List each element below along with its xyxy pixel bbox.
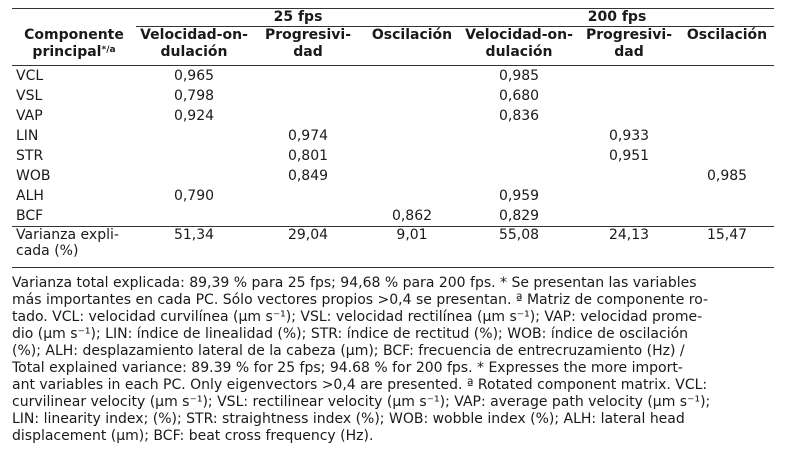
row-label: VCL bbox=[16, 68, 44, 84]
variance-cell: 29,04 bbox=[252, 227, 364, 268]
row-label: LIN bbox=[16, 128, 39, 144]
col-header bbox=[364, 27, 460, 66]
table-cell bbox=[578, 86, 680, 106]
table-cell: 0,933 bbox=[608, 128, 650, 144]
table-cell: 0,680 bbox=[498, 88, 540, 104]
footnote-line: ant variables in each PC. Only eigenvectors >0,4 are presented. ª Rotated component matrix. VCL: bbox=[12, 377, 708, 393]
variance-cell: 24,13 bbox=[578, 227, 680, 268]
table-cell bbox=[364, 186, 460, 206]
table-cell bbox=[460, 166, 578, 186]
table-row bbox=[12, 106, 774, 126]
table-cell: 0,985 bbox=[706, 168, 748, 184]
table-cell: 0,836 bbox=[498, 108, 540, 124]
col-header-line2: dulación bbox=[485, 44, 553, 60]
row-label: WOB bbox=[16, 168, 51, 184]
table-row bbox=[12, 186, 774, 206]
component-header-sup: */a bbox=[101, 44, 116, 55]
col-header-line1: Velocidad-on- bbox=[465, 27, 573, 43]
col-header-line2: dulación bbox=[160, 44, 228, 60]
group-header-200fps: 200 fps bbox=[460, 9, 774, 27]
table-cell bbox=[680, 206, 774, 227]
col-header-line1: Progresivi- bbox=[264, 27, 352, 43]
table-cell bbox=[578, 206, 680, 227]
table-cell bbox=[364, 126, 460, 146]
table-cell: 0,951 bbox=[608, 148, 650, 164]
col-header bbox=[136, 27, 252, 66]
table-cell: 0,801 bbox=[287, 148, 329, 164]
col-header-line2: dad bbox=[614, 44, 644, 60]
variance-cell: 51,34 bbox=[136, 227, 252, 268]
table-cell: 0,790 bbox=[173, 188, 215, 204]
table-row bbox=[12, 206, 774, 227]
footnote-line: más importantes en cada PC. Sólo vectores propios >0,4 se presentan. ª Matriz de componente ro- bbox=[12, 292, 709, 308]
table-cell bbox=[252, 206, 364, 227]
table-cell bbox=[680, 66, 774, 87]
table-cell bbox=[578, 186, 680, 206]
table-cell bbox=[252, 86, 364, 106]
footnote-line: (%); ALH: desplazamiento lateral de la cabeza (μm); BCF: frecuencia de entrecruzamiento (Hz) / bbox=[12, 343, 685, 359]
table-row bbox=[12, 86, 774, 106]
row-label: ALH bbox=[16, 188, 44, 204]
table-cell bbox=[252, 66, 364, 87]
table-cell bbox=[680, 146, 774, 166]
table-cell bbox=[364, 66, 460, 87]
row-label: VAP bbox=[16, 108, 43, 124]
footnote-line: Total explained variance: 89.39 % for 25 fps; 94.68 % for 200 fps. * Expresses the more import- bbox=[12, 360, 683, 376]
footnote-line: displacement (μm); BCF: beat cross frequency (Hz). bbox=[12, 428, 374, 444]
table-cell bbox=[364, 86, 460, 106]
table-body bbox=[12, 66, 774, 268]
table-row bbox=[12, 166, 774, 186]
table-cell bbox=[680, 86, 774, 106]
col-header bbox=[578, 27, 680, 66]
table-cell bbox=[680, 106, 774, 126]
table-cell: 0,965 bbox=[173, 68, 215, 84]
variance-label-line2: cada (%) bbox=[16, 243, 79, 259]
footnote-line: dio (μm s⁻¹); LIN: índice de linealidad (%); STR: índice de rectitud (%); WOB: índice de oscilación bbox=[12, 326, 689, 342]
row-label: VSL bbox=[16, 88, 43, 104]
table-cell bbox=[578, 66, 680, 87]
table-cell bbox=[364, 106, 460, 126]
table-row bbox=[12, 126, 774, 146]
col-header bbox=[252, 27, 364, 66]
table-cell: 0,985 bbox=[498, 68, 540, 84]
footnote-line: Varianza total explicada: 89,39 % para 25 fps; 94,68 % para 200 fps. * Se presentan las variables bbox=[12, 275, 697, 291]
component-header-line2: principal bbox=[32, 43, 102, 60]
table-cell: 0,959 bbox=[498, 188, 540, 204]
component-header-line1: Componente bbox=[24, 26, 124, 43]
group-header-25fps: 25 fps bbox=[136, 9, 460, 27]
variance-row bbox=[12, 227, 774, 268]
variance-cell: 9,01 bbox=[364, 227, 460, 268]
row-label: STR bbox=[16, 148, 44, 164]
variance-cell: 55,08 bbox=[460, 227, 578, 268]
table-cell bbox=[364, 146, 460, 166]
col-header-line1: Velocidad-on- bbox=[140, 27, 248, 43]
col-header-line2: dad bbox=[293, 44, 323, 60]
results-table bbox=[12, 8, 774, 268]
table-cell bbox=[364, 166, 460, 186]
footnote-line: curvilinear velocity (μm s⁻¹); VSL: rectilinear velocity (μm s⁻¹); VAP: average path velocity (μm s⁻¹); bbox=[12, 394, 711, 410]
table-row bbox=[12, 146, 774, 166]
table-cell: 0,862 bbox=[391, 208, 433, 224]
table-cell: 0,974 bbox=[287, 128, 329, 144]
col-header bbox=[680, 27, 774, 66]
table-cell: 0,849 bbox=[287, 168, 329, 184]
table-cell bbox=[460, 126, 578, 146]
table-cell: 0,798 bbox=[173, 88, 215, 104]
footnote-line: tado. VCL: velocidad curvilínea (μm s⁻¹); VSL: velocidad rectilínea (μm s⁻¹); VAP: velocidad prome- bbox=[12, 309, 703, 325]
variance-label-line1: Varianza expli- bbox=[16, 227, 119, 243]
table-cell: 0,829 bbox=[498, 208, 540, 224]
table-cell bbox=[136, 146, 252, 166]
col-header-line1: Oscilación bbox=[371, 27, 453, 43]
col-header-line1: Oscilación bbox=[686, 27, 768, 43]
variance-cell: 15,47 bbox=[680, 227, 774, 268]
table-cell bbox=[252, 186, 364, 206]
table-cell bbox=[680, 126, 774, 146]
table-cell bbox=[136, 166, 252, 186]
col-header bbox=[460, 27, 578, 66]
row-label: BCF bbox=[16, 208, 44, 224]
table-cell: 0,924 bbox=[173, 108, 215, 124]
footnote-line: LIN: linearity index; (%); STR: straightness index (%); WOB: wobble index (%); ALH: lateral head bbox=[12, 411, 685, 427]
table-cell bbox=[252, 106, 364, 126]
table-cell bbox=[136, 126, 252, 146]
table-row bbox=[12, 66, 774, 87]
component-header bbox=[12, 27, 136, 66]
header-blank bbox=[12, 9, 136, 27]
variance-row-label bbox=[12, 227, 136, 268]
table-cell bbox=[578, 106, 680, 126]
table-cell bbox=[460, 146, 578, 166]
col-header-line1: Progresivi- bbox=[585, 27, 673, 43]
table-cell bbox=[680, 186, 774, 206]
table-cell bbox=[578, 166, 680, 186]
table-footnote bbox=[12, 275, 774, 445]
table-cell bbox=[136, 206, 252, 227]
